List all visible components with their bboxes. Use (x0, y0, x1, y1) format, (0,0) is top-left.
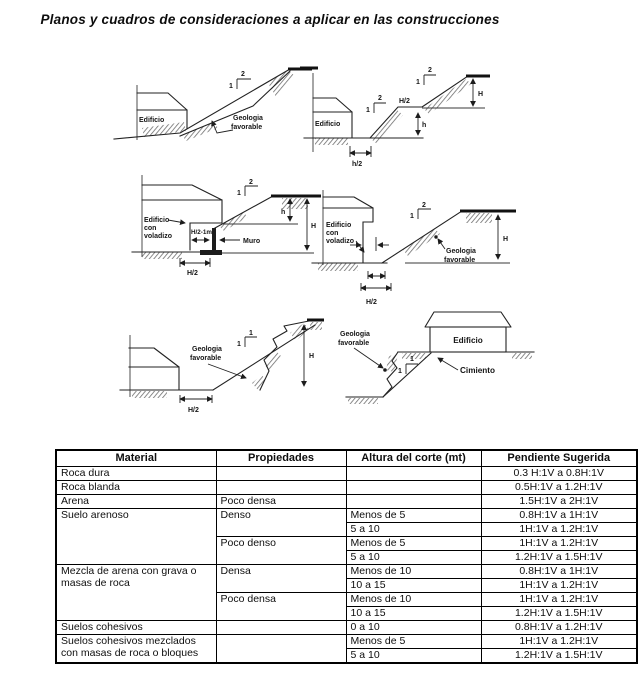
cell-pendiente: 0.3 H:1V a 0.8H:1V (481, 467, 637, 481)
d4-geology-label-1: Geologia (446, 248, 476, 255)
cell-material: Roca blanda (56, 481, 216, 495)
d3-dim-bottom: H/2 (187, 270, 198, 277)
cell-altura (346, 481, 481, 495)
cell-pendiente: 1.2H:1V a 1.5H:1V (481, 649, 637, 664)
cell-altura: Menos de 10 (346, 593, 481, 607)
d6-building-label: Edificio (453, 336, 483, 345)
d3-dim-H: H (311, 223, 317, 230)
cell-prop (216, 621, 346, 635)
cell-altura: 10 a 15 (346, 607, 481, 621)
d6-geology-label-1: Geologia (340, 331, 370, 338)
diagram-rock-cut (112, 305, 324, 437)
cell-pendiente: 1H:1V a 1.2H:1V (481, 579, 637, 593)
cell-prop: Denso (216, 509, 346, 537)
materials-table (55, 449, 638, 664)
d6-ratio-v: 1 (398, 368, 402, 375)
cell-altura: 10 a 15 (346, 579, 481, 593)
d2-ratio2-h: 2 (428, 67, 432, 74)
d2-ratio1-h: 2 (378, 95, 382, 102)
cell-pendiente: 1H:1V a 1.2H:1V (481, 523, 637, 537)
diagram-slope-favorable-geology-1 (112, 55, 312, 170)
d3-building-label-2: con (144, 225, 157, 232)
cell-material: Suelos cohesivos mezclados con masas de roca o bloques (56, 635, 216, 664)
d1-geology-label-1: Geologia (233, 115, 263, 122)
cell-altura (346, 467, 481, 481)
cell-prop (216, 635, 346, 664)
d1-ratio-v: 1 (229, 83, 233, 90)
d3-dim-top: H/2-1m (191, 229, 212, 236)
cell-pendiente: 0.8H:1V a 1.2H:1V (481, 621, 637, 635)
d3-ratio-v: 1 (237, 190, 241, 197)
d5-ratio-v: 1 (237, 341, 241, 348)
table-row (56, 565, 637, 579)
cell-pendiente: 1H:1V a 1.2H:1V (481, 635, 637, 649)
cell-prop (216, 467, 346, 481)
cell-altura: Menos de 5 (346, 509, 481, 523)
cell-altura: 5 a 10 (346, 551, 481, 565)
header-material: Material (56, 450, 216, 467)
cell-material: Mezcla de arena con grava o masas de roca (56, 565, 216, 621)
d3-dim-h: h (281, 209, 286, 216)
table-row (56, 635, 637, 649)
d2-ratio2-v: 1 (416, 79, 420, 86)
cell-pendiente: 0.5H:1V a 1.2H:1V (481, 481, 637, 495)
cell-altura: 0 a 10 (346, 621, 481, 635)
table-row (56, 481, 637, 495)
cell-altura (346, 495, 481, 509)
d1-drawing (114, 69, 312, 141)
cell-altura: Menos de 10 (346, 565, 481, 579)
cell-pendiente: 1.2H:1V a 1.5H:1V (481, 607, 637, 621)
cell-prop: Poco denso (216, 537, 346, 565)
d1-building-label: Edificio (139, 117, 165, 124)
d2-dim-h: h (422, 122, 427, 129)
d6-ratio-h: 1 (410, 356, 414, 363)
table-row (56, 467, 637, 481)
d1-geology-label-2: favorable (231, 124, 263, 131)
d2-dim-h2: h/2 (352, 161, 363, 168)
cell-prop: Densa (216, 565, 346, 593)
table-header-row (56, 450, 637, 467)
diagram-overhang-wall (112, 172, 324, 304)
table-row (56, 621, 637, 635)
d4-dim-bottom: H/2 (366, 299, 377, 306)
cell-material: Arena (56, 495, 216, 509)
d1-ratio-h: 2 (241, 71, 245, 78)
d2-drawing (300, 68, 490, 157)
d3-building-label-1: Edificio (144, 217, 170, 224)
diagram-overhang-slope (310, 175, 522, 310)
d6-drawing (346, 312, 534, 404)
cell-prop: Poco densa (216, 593, 346, 621)
cell-pendiente: 1H:1V a 1.2H:1V (481, 593, 637, 607)
cell-pendiente: 0.8H:1V a 1H:1V (481, 509, 637, 523)
cell-pendiente: 0.8H:1V a 1H:1V (481, 565, 637, 579)
header-altura: Altura del corte (mt) (346, 450, 481, 467)
d5-dim-bottom: H/2 (188, 407, 199, 414)
cell-prop: Poco densa (216, 495, 346, 509)
page-title: Planos y cuadros de consideraciones a aplicar en las construcciones (40, 12, 500, 27)
d4-building-label-2: con (326, 230, 339, 237)
cell-pendiente: 1.2H:1V a 1.5H:1V (481, 551, 637, 565)
d4-ratio-h: 2 (422, 202, 426, 209)
cell-altura: Menos de 5 (346, 635, 481, 649)
d2-dim-H: H (478, 91, 484, 98)
d2-ratio1-v: 1 (366, 107, 370, 114)
header-propiedades: Propiedades (216, 450, 346, 467)
d2-building-label: Edificio (315, 121, 341, 128)
cell-material: Suelos cohesivos (56, 621, 216, 635)
d4-dim-H: H (503, 236, 509, 243)
cell-material: Roca dura (56, 467, 216, 481)
d5-geology-label-2: favorable (190, 355, 222, 362)
d5-geology-label-1: Geologia (192, 346, 222, 353)
d3-building-label-3: voladizo (144, 233, 173, 240)
cell-altura: 5 a 10 (346, 649, 481, 664)
table-row (56, 495, 637, 509)
cell-altura: Menos de 5 (346, 537, 481, 551)
header-pendiente: Pendiente Sugerida (481, 450, 637, 467)
d4-building-label-1: Edificio (326, 222, 352, 229)
diagram-benched-slope (300, 58, 508, 176)
d4-geology-label-2: favorable (444, 257, 476, 264)
cell-material: Suelo arenoso (56, 509, 216, 565)
d6-foundation-label: Cimiento (460, 366, 496, 375)
cell-altura: 5 a 10 (346, 523, 481, 537)
d5-dim-H: H (309, 353, 315, 360)
d5-ratio-h: 1 (249, 330, 253, 337)
materials-table-wrap (55, 449, 638, 664)
d4-building-label-3: voladizo (326, 238, 355, 245)
d2-bench-label: H/2 (399, 98, 410, 105)
diagram-building-foundation (318, 300, 544, 440)
d5-drawing (120, 320, 324, 403)
table-row (56, 509, 637, 523)
d4-ratio-v: 1 (410, 213, 414, 220)
d3-ratio-h: 2 (249, 179, 253, 186)
d3-wall-label: Muro (243, 238, 261, 245)
cell-pendiente: 1.5H:1V a 2H:1V (481, 495, 637, 509)
cell-pendiente: 1H:1V a 1.2H:1V (481, 537, 637, 551)
cell-prop (216, 481, 346, 495)
d6-geology-label-2: favorable (338, 340, 370, 347)
